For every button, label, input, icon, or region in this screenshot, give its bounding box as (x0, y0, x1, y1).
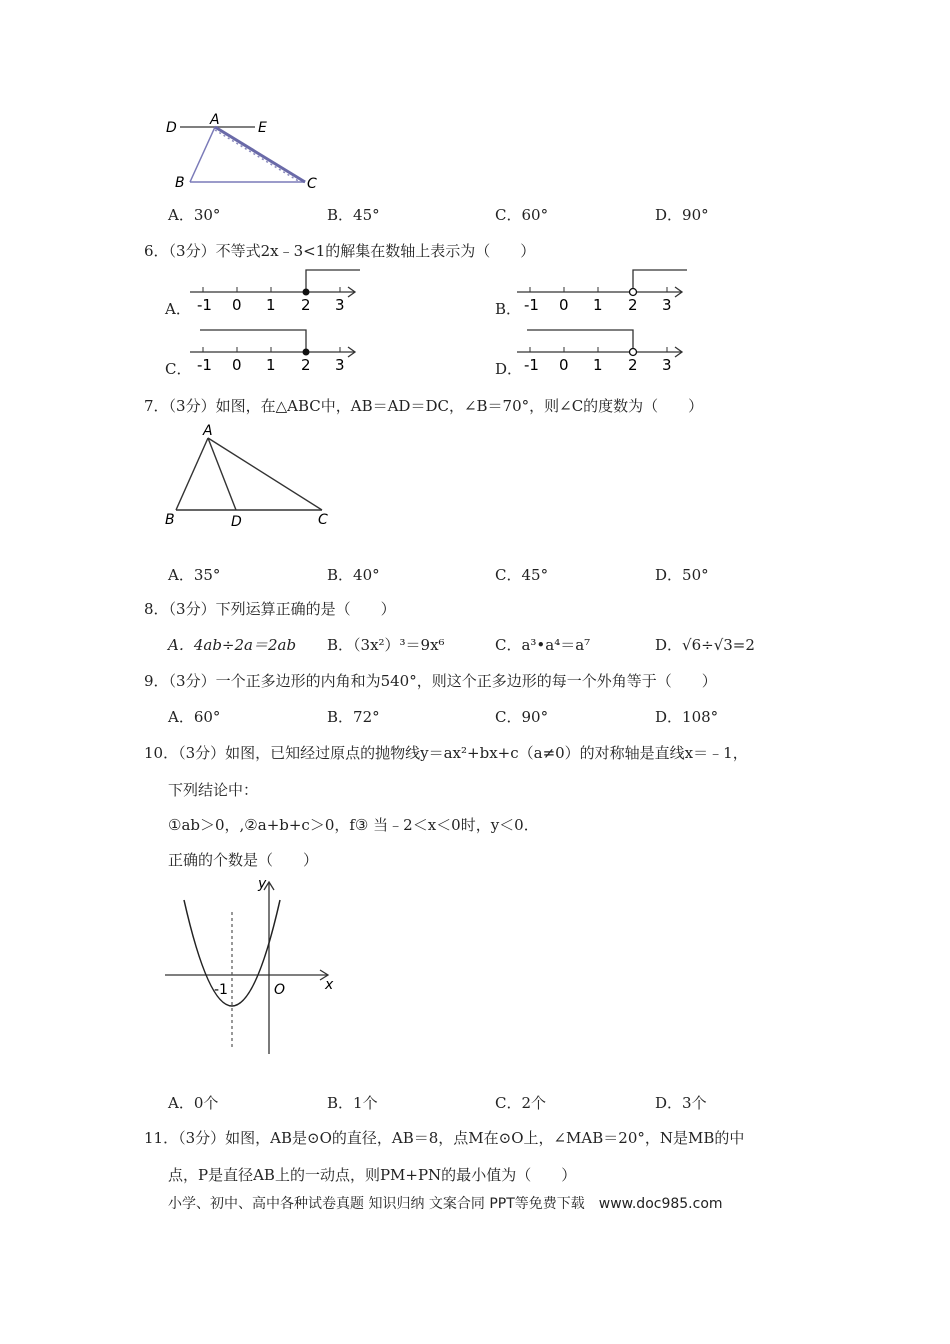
q9-option-c: C．90° (495, 708, 549, 726)
question-9 (144, 670, 717, 691)
q10-option-a: A．0个 (168, 1094, 219, 1112)
q5-option-b: B．45° (327, 206, 380, 224)
q7-number: 7． (144, 397, 169, 415)
tick-label: 1 (593, 356, 603, 374)
question-6 (144, 240, 535, 261)
q10-line4: 正确的个数是（ ） (168, 851, 319, 869)
tick-label: 3 (335, 296, 345, 314)
tick-label: -1 (197, 356, 212, 374)
q10-label-x: x (325, 977, 334, 993)
q7-option-c: C．45° (495, 566, 549, 584)
q11-number: 11． (144, 1129, 179, 1147)
tick-label: 3 (662, 356, 672, 374)
q10-option-d: D．3个 (655, 1094, 707, 1112)
q6-option-d-letter: D． (495, 360, 523, 378)
q8-text: 下列运算正确的是（ ） (215, 600, 396, 618)
q5-label-b: B (175, 175, 185, 191)
tick-label: -1 (524, 356, 539, 374)
q10-text: 如图，已知经过原点的抛物线y＝ax²+bx+c（a≠0）的对称轴是直线x＝﹣1， (225, 744, 748, 762)
tick-label: 0 (232, 356, 242, 374)
tick-label: 0 (232, 296, 242, 314)
q10-parabola-graph (160, 872, 340, 1057)
q11-text: 如图，AB是⊙O的直径，AB＝8，点M在⊙O上，∠MAB＝20°，N是MB的中 (225, 1129, 745, 1147)
q5-label-a: A (210, 112, 220, 128)
question-11 (144, 1127, 744, 1148)
q5-label-e: E (258, 120, 267, 136)
tick-label: 0 (559, 356, 569, 374)
q7-text: 如图，在△ABC中，AB＝AD＝DC，∠B＝70°，则∠C的度数为（ ） (215, 397, 704, 415)
tick-label: 1 (266, 296, 276, 314)
q9-score: （3分） (168, 672, 216, 690)
q11-line2: 点，P是直径AB上的一动点，则PM+PN的最小值为（ ） (168, 1166, 577, 1184)
q7-label-a: A (203, 423, 213, 439)
q5-option-c: C．60° (495, 206, 549, 224)
q7-score: （3分） (168, 397, 216, 415)
q7-label-d: D (231, 514, 242, 530)
q6-text: 不等式2x﹣3<1的解集在数轴上表示为（ ） (215, 242, 536, 260)
q6-numberline-a (185, 266, 365, 314)
q10-option-b: B．1个 (327, 1094, 378, 1112)
q10-label-y: y (258, 876, 267, 892)
q6-number: 6． (144, 242, 169, 260)
q9-option-b: B．72° (327, 708, 380, 726)
footer-text: 小学、初中、高中各种试卷真题 知识归纳 文案合同 PPT等免费下载 www.doc985.com (168, 1196, 723, 1212)
tick-label: 1 (266, 356, 276, 374)
tick-label: 0 (559, 296, 569, 314)
question-10 (144, 742, 748, 763)
tick-label: 3 (335, 356, 345, 374)
q8-score: （3分） (168, 600, 216, 618)
q7-triangle-figure (160, 420, 340, 532)
q7-option-d: D．50° (655, 566, 709, 584)
q10-number: 10． (144, 744, 179, 762)
q5-option-d: D．90° (655, 206, 709, 224)
q9-option-d: D．108° (655, 708, 719, 726)
q10-option-c: C．2个 (495, 1094, 547, 1112)
tick-label: 1 (593, 296, 603, 314)
tick-label: -1 (524, 296, 539, 314)
q9-text: 一个正多边形的内角和为540°，则这个正多边形的每一个外角等于（ ） (215, 672, 717, 690)
q9-number: 9． (144, 672, 169, 690)
q10-label-origin: O (274, 982, 286, 998)
q11-score: （3分） (178, 1129, 226, 1147)
q7-option-b: B．40° (327, 566, 380, 584)
q6-option-c-letter: C． (165, 360, 192, 378)
tick-label: 2 (628, 296, 638, 314)
q7-option-a: A．35° (168, 566, 221, 584)
q7-label-b: B (165, 512, 175, 528)
q10-label-minus1: -1 (214, 982, 228, 998)
tick-label: 2 (301, 296, 311, 314)
q6-score: （3分） (168, 242, 216, 260)
q6-option-a-letter: A． (165, 300, 191, 318)
q6-numberline-d (512, 326, 692, 374)
q10-line3: ①ab＞0，,②a+b+c＞0，f③ 当﹣2＜x＜0时，y＜0． (168, 816, 539, 834)
q5-option-a: A．30° (168, 206, 221, 224)
question-8 (144, 598, 396, 619)
q6-numberline-b (512, 266, 692, 314)
tick-label: 2 (628, 356, 638, 374)
question-7 (144, 395, 703, 416)
q7-label-c: C (318, 512, 328, 528)
q8-option-a: A．4ab÷2a＝2ab (168, 636, 297, 654)
q10-line2: 下列结论中： (168, 781, 259, 799)
q9-option-a: A．60° (168, 708, 221, 726)
q8-option-d: D．√6÷√3=2 (655, 636, 755, 654)
q5-triangle-figure (160, 112, 330, 194)
tick-label: 2 (301, 356, 311, 374)
q6-option-b-letter: B． (495, 300, 522, 318)
q10-score: （3分） (178, 744, 226, 762)
q8-option-b: B．（3x²）³＝9x⁶ (327, 636, 445, 654)
q8-option-c: C．a³•a⁴＝a⁷ (495, 636, 591, 654)
q6-numberline-c (185, 326, 365, 374)
tick-label: 3 (662, 296, 672, 314)
q8-number: 8． (144, 600, 169, 618)
tick-label: -1 (197, 296, 212, 314)
q5-label-d: D (166, 120, 177, 136)
q5-label-c: C (307, 176, 317, 192)
